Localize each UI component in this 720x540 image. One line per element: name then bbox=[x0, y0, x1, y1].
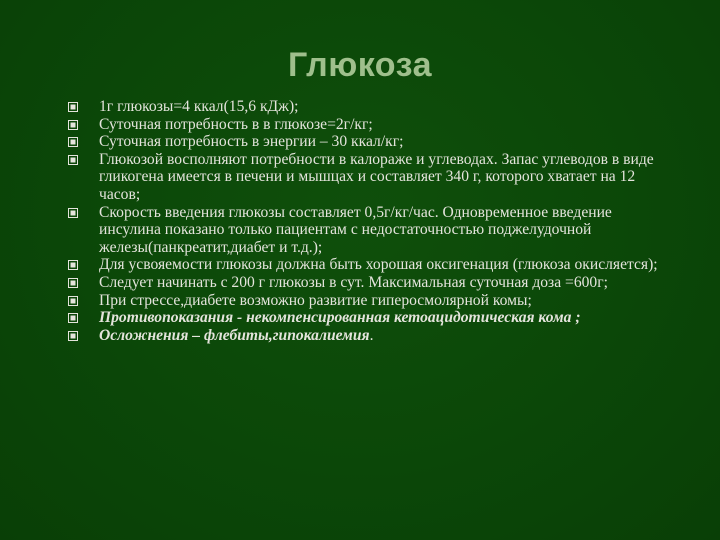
bullet-text-suffix: . bbox=[369, 326, 374, 344]
bullet-item-complications bbox=[68, 327, 668, 345]
square-bullet-icon bbox=[68, 296, 78, 306]
bullet-text: Следует начинать с 200 г глюкозы в сут. Максимальная суточная доза =600г; bbox=[99, 273, 608, 291]
bullet-item-glycogen bbox=[68, 151, 668, 204]
bullet-item-contraindications bbox=[68, 309, 668, 327]
bullet-text: Скорость введения глюкозы составляет 0,5г/кг/час. Одновременное введение инсулина показано только пациентам с недостаточностью поджелудочной железы(панкреатит,диабет и т.д.); bbox=[99, 203, 612, 256]
square-bullet-icon bbox=[68, 313, 78, 323]
square-bullet-icon bbox=[68, 137, 78, 147]
bullet-item-daily-glucose bbox=[68, 116, 668, 134]
slide-title bbox=[0, 46, 720, 85]
square-bullet-icon bbox=[68, 155, 78, 165]
bullet-text: При стрессе,диабете возможно развитие гиперосмолярной комы; bbox=[99, 291, 532, 309]
bullet-text: Для усвояемости глюкозы должна быть хорошая оксигенация (глюкоза окисляется); bbox=[99, 256, 658, 274]
bullet-item-dosage bbox=[68, 274, 668, 292]
slide-title-text: Глюкоза bbox=[288, 46, 432, 84]
bullet-text: Противопоказания - некомпенсированная кетоацидотическая кома ; bbox=[99, 309, 581, 327]
bullet-text: Осложнения – флебиты,гипокалиемия bbox=[99, 326, 370, 344]
square-bullet-icon bbox=[68, 331, 78, 341]
bullet-item-calories bbox=[68, 98, 668, 116]
bullet-list bbox=[68, 98, 668, 344]
bullet-item-infusion-rate bbox=[68, 204, 668, 257]
bullet-item-oxygenation bbox=[68, 256, 668, 274]
bullet-text: Суточная потребность в в глюкозе=2г/кг; bbox=[99, 115, 373, 133]
square-bullet-icon bbox=[68, 278, 78, 288]
bullet-text: Глюкозой восполняют потребности в калораже и углеводах. Запас углеводов в виде гликогена имеется в печени и мышцах и составляет 340 г, которого хватает на 12 часов; bbox=[99, 150, 654, 203]
square-bullet-icon bbox=[68, 120, 78, 130]
bullet-item-daily-energy bbox=[68, 133, 668, 151]
bullet-item-hyperosmolar bbox=[68, 292, 668, 310]
bullet-text: Суточная потребность в энергии – 30 ккал/кг; bbox=[99, 133, 404, 151]
square-bullet-icon bbox=[68, 208, 78, 218]
bullet-text: 1г глюкозы=4 ккал(15,6 кДж); bbox=[99, 98, 299, 115]
square-bullet-icon bbox=[68, 102, 78, 112]
square-bullet-icon bbox=[68, 260, 78, 270]
